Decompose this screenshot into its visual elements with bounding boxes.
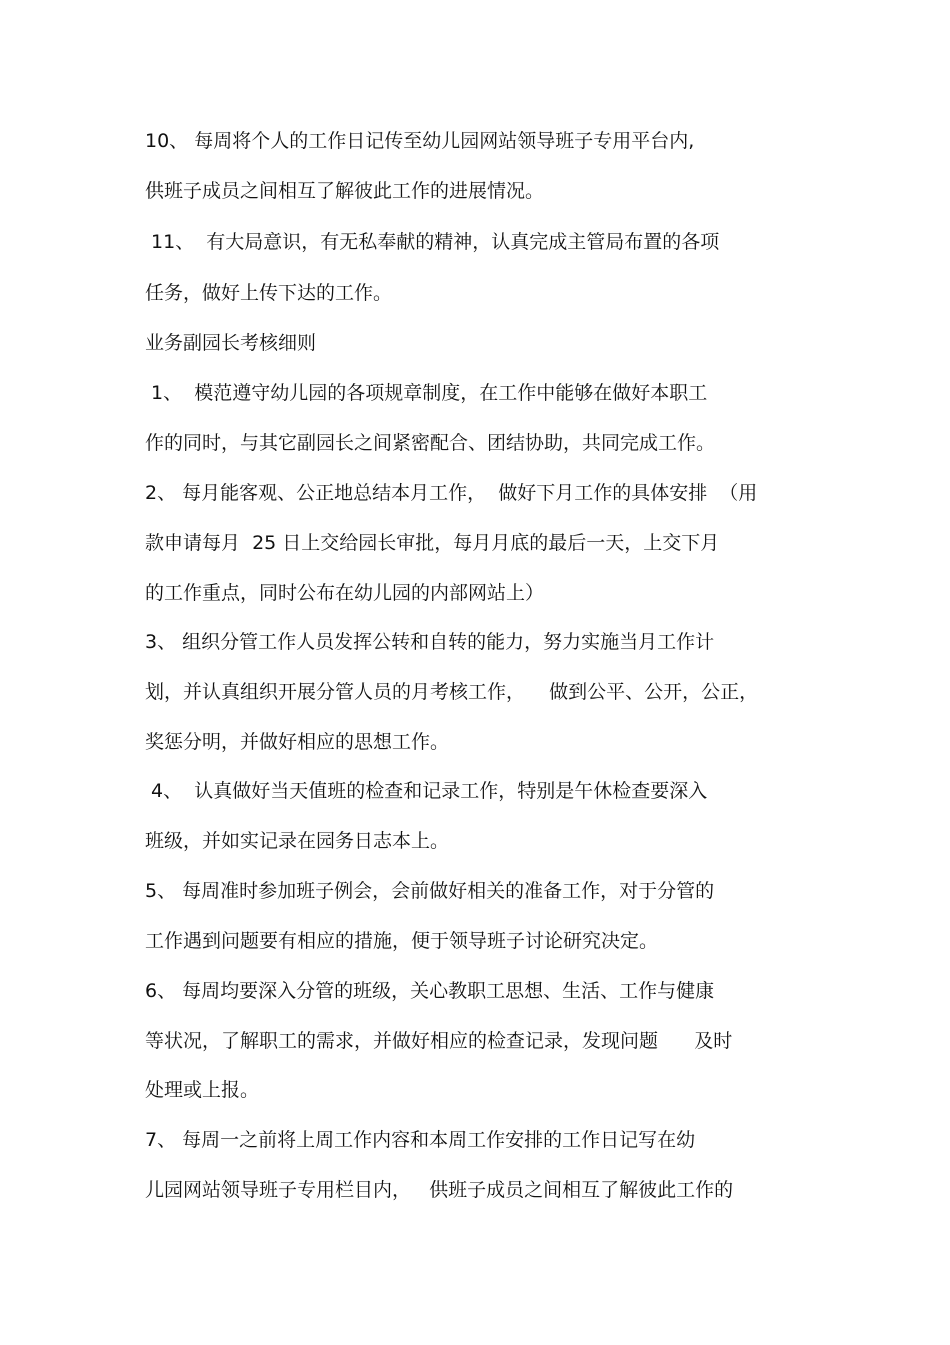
text-line: 4、 认真做好当天值班的检查和记录工作，特别是午休检查要深入 [145,780,708,802]
text-line: 处理或上报。 [145,1079,260,1101]
text-line: 5、 每周准时参加班子例会，会前做好相关的准备工作，对于分管的 [145,880,715,902]
text-line: 儿园网站领导班子专用栏目内， 供班子成员之间相互了解彼此工作的 [145,1179,734,1201]
text-line: 的工作重点，同时公布在幼儿园的内部网站上） [145,582,545,604]
text-line: 7、 每周一之前将上周工作内容和本周工作安排的工作日记写在幼 [145,1129,696,1151]
text-line: 作的同时，与其它副园长之间紧密配合、团结协助，共同完成工作。 [145,432,716,454]
text-line: 6、 每周均要深入分管的班级，关心教职工思想、生活、工作与健康 [145,980,715,1002]
text-line: 供班子成员之间相互了解彼此工作的进展情况。 [145,180,545,202]
text-line: 10、 每周将个人的工作日记传至幼儿园网站领导班子专用平台内, [145,130,695,152]
text-line: 划，并认真组织开展分管人员的月考核工作， 做到公平、公开，公正， [145,681,759,703]
text-line: 班级，并如实记录在园务日志本上。 [145,830,450,852]
text-line: 3、 组织分管工作人员发挥公转和自转的能力，努力实施当月工作计 [145,631,715,653]
section-heading: 业务副园长考核细则 [145,332,317,354]
text-line: 奖惩分明，并做好相应的思想工作。 [145,731,450,753]
text-line: 2、 每月能客观、公正地总结本月工作， 做好下月工作的具体安排 （用 [145,482,758,504]
text-line: 11、 有大局意识，有无私奉献的精神，认真完成主管局布置的各项 [145,231,720,253]
text-line: 任务，做好上传下达的工作。 [145,282,393,304]
text-line: 等状况，了解职工的需求，并做好相应的检查记录，发现问题 及时 [145,1030,733,1052]
text-line: 1、 模范遵守幼儿园的各项规章制度，在工作中能够在做好本职工 [145,382,708,404]
text-line: 款申请每月 25 日上交给园长审批，每月月底的最后一天，上交下月 [145,532,720,554]
text-line: 工作遇到问题要有相应的措施，便于领导班子讨论研究决定。 [145,930,659,952]
